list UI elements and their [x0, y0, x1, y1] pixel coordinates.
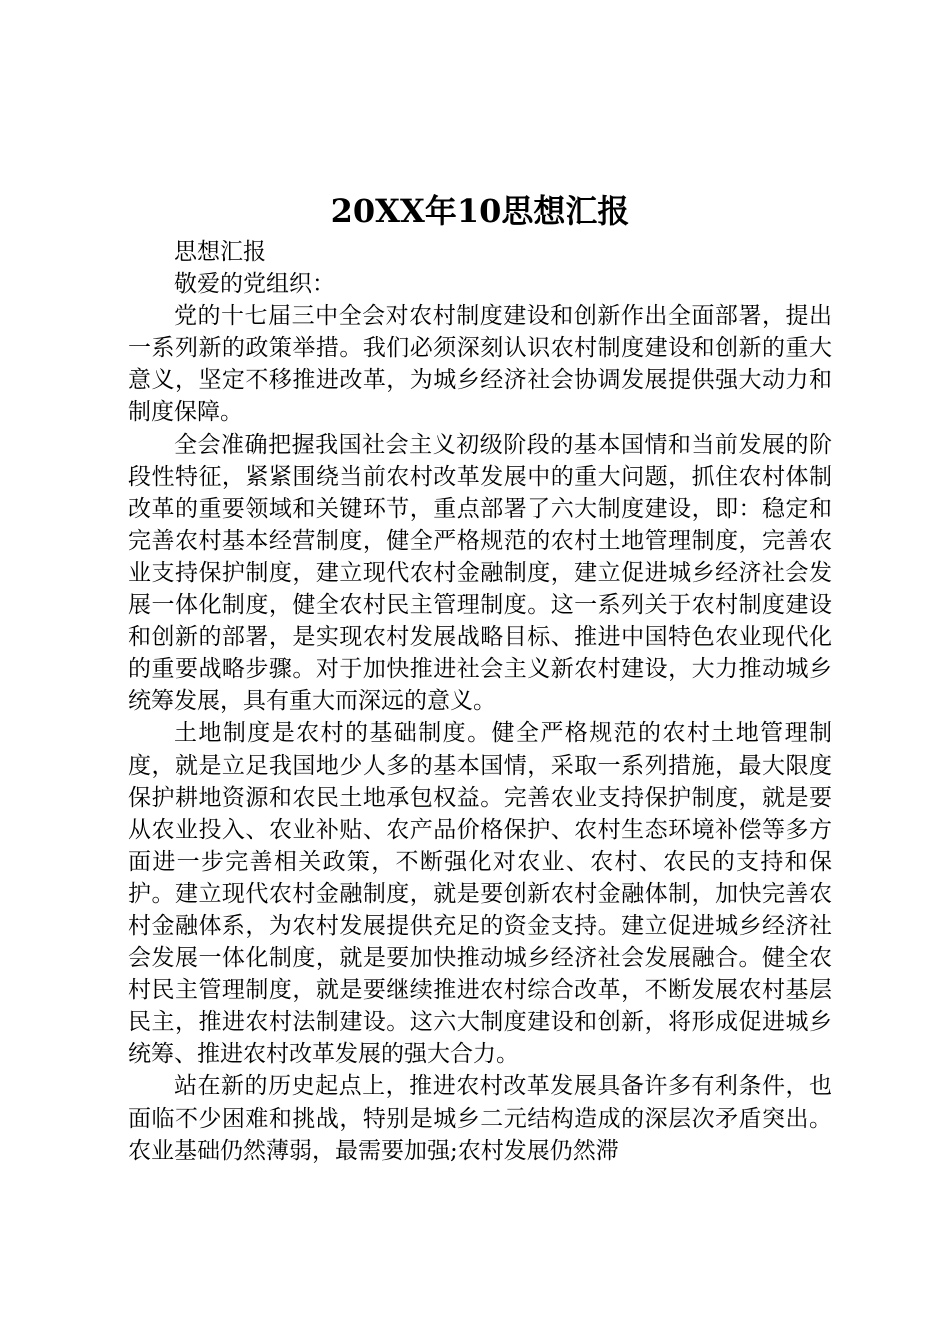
paragraph: 站在新的历史起点上，推进农村改革发展具备许多有利条件，也面临不少困难和挑战，特别是城乡二元结构造成的深层次矛盾突出。农业基础仍然薄弱，最需要加强;农村发展仍然滞 [128, 1073, 832, 1164]
paragraph: 土地制度是农村的基础制度。健全严格规范的农村土地管理制度，就是立足我国地少人多的基本国情，采取一系列措施，最大限度保护耕地资源和农民土地承包权益。完善农业支持保护制度，就是要从农业投入、农业补贴、农产品价格保护、农村生态环境补偿等多方面进一步完善相关政策，不断强化对农业、农村、农民的支持和保护。建立现代农村金融制度，就是要创新农村金融体制，加快完善农村金融体系，为农村发展提供充足的资金支持。建立促进城乡经济社会发展一体化制度，就是要加快推动城乡经济社会发展融合。健全农村民主管理制度，就是要继续推进农村综合改革，不断发展农村基层民主，推进农村法制建设。这六大制度建设和创新，将形成促进城乡统筹、推进农村改革发展的强大合力。 [128, 720, 832, 1068]
paragraph-heading: 思想汇报 [174, 239, 266, 265]
document-body [128, 236, 832, 1167]
document-title: 20XX年10思想汇报 [330, 192, 630, 230]
paragraph: 全会准确把握我国社会主义初级阶段的基本国情和当前发展的阶段性特征，紧紧围绕当前农村改革发展中的重大问题，抓住农村体制改革的重要领域和关键环节，重点部署了六大制度建设，即：稳定和完善农村基本经营制度，健全严格规范的农村土地管理制度，完善农业支持保护制度，建立现代农村金融制度，建立促进城乡经济社会发展一体化制度，健全农村民主管理制度。这一系列关于农村制度建设和创新的部署，是实现农村发展战略目标、推进中国特色农业现代化的重要战略步骤。对于加快推进社会主义新农村建设，大力推动城乡统筹发展，具有重大而深远的意义。 [128, 431, 832, 715]
document-page [128, 0, 832, 1167]
paragraph: 党的十七届三中全会对农村制度建设和创新作出全面部署，提出一系列新的政策举措。我们必须深刻认识农村制度建设和创新的重大意义，坚定不移推进改革，为城乡经济社会协调发展提供强大动力和制度保障。 [128, 303, 832, 426]
paragraph-salutation: 敬爱的党组织： [174, 271, 335, 298]
